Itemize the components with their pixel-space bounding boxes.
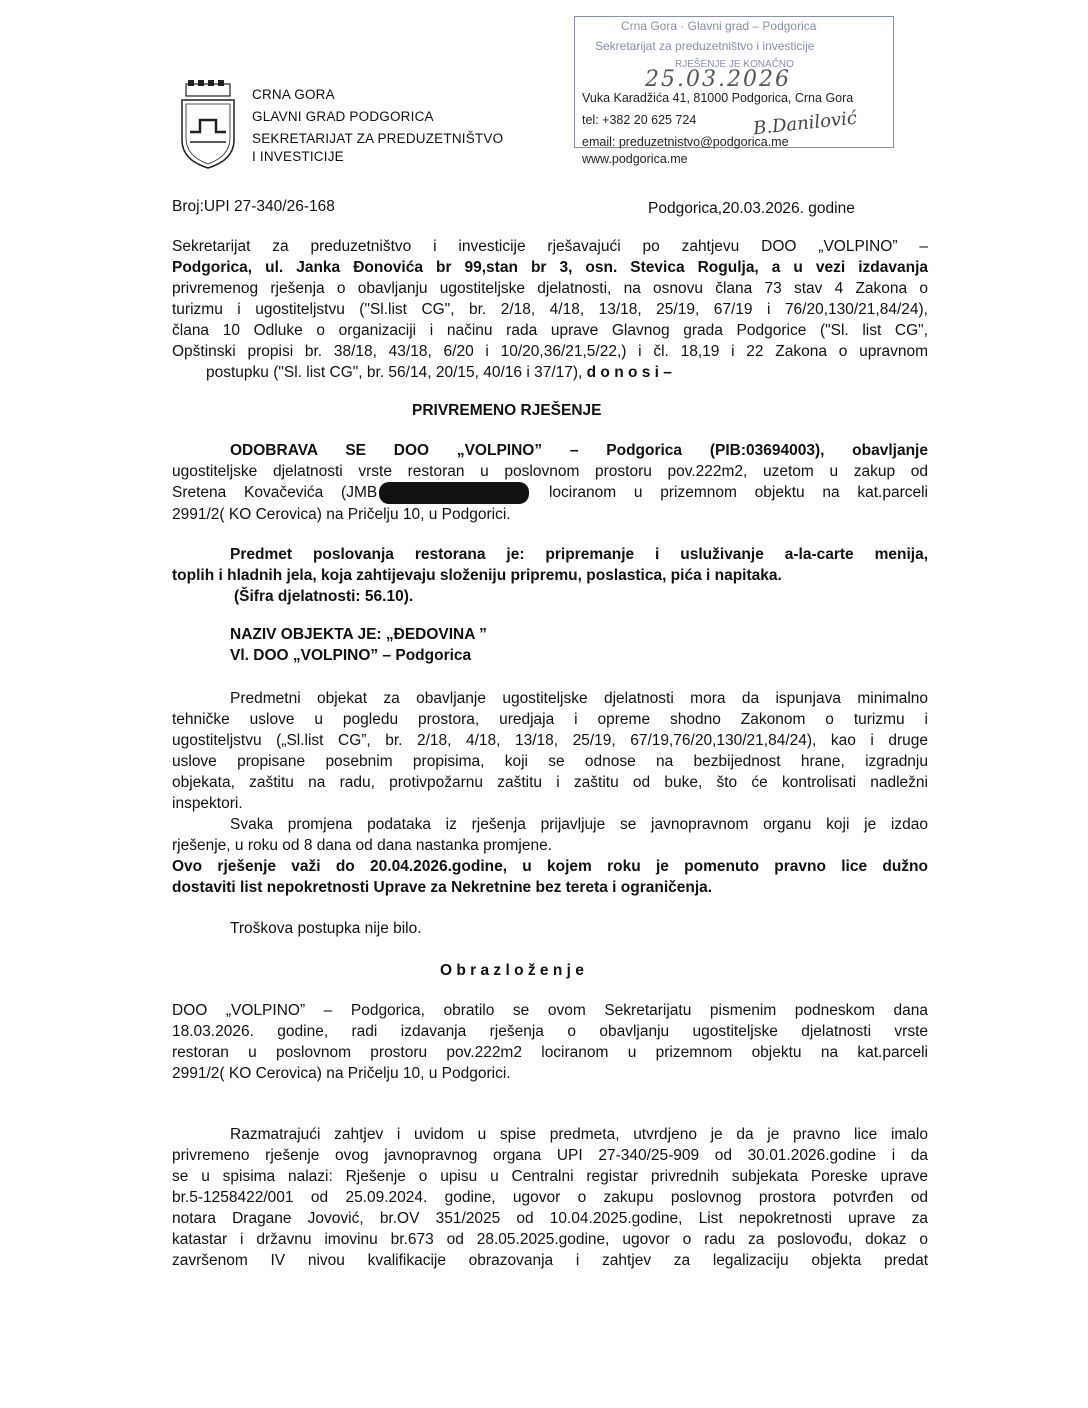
department-name-cont: I INVESTICIJE [252,149,344,164]
review-line: se u spisima nalazi: Rješenje o upisu u Centralni registar privrednih subjekata Poreske uprave [172,1168,928,1185]
place-and-date: Podgorica,20.03.2026. godine [648,200,855,217]
institution-header [252,84,503,164]
conditions-line: ugostiteljstvu („Sl.list CG”, br. 2/18, 4/18, 13/18, 25/19, 67/19,76/20,130/21,84/24), kao i druge [172,732,928,749]
reasoning-line-text: DOO „VOLPINO” – Podgorica, obratilo se ovom Sekretarijatu pismenim podneskom dana [172,1002,928,1019]
reasoning-paragraph [172,1000,928,1084]
intro-line: člana 10 Odluke o organizaciji i načinu rada uprave Glavnog grada Podgorice ("Sl. list CG", [172,322,928,339]
review-line: privremeno rješenje ovog javnopravnog organa UPI 27-340/25-909 od 30.01.2026.godine i da [172,1147,928,1164]
validity-line: dostaviti list nepokretnosti Uprave za Nekretnine bez tereta i ograničenja. [172,879,713,896]
costs-note: Troškova postupka nije bilo. [230,920,422,937]
object-owner: Vl. DOO „VOLPINO” – Podgorica [230,647,472,664]
business-subject [172,544,928,607]
stamp-date: 25.03.2026 [645,67,791,92]
contact-info [582,87,853,165]
validity-notice [172,856,928,898]
department-name: SEKRETARIJAT ZA PREDUZETNIŠTVO [252,131,504,146]
intro-donosi: d o n o s i – [586,364,672,381]
city-name: GLAVNI GRAD PODGORICA [252,109,434,124]
reasoning-line: 2991/2( KO Cerovica) na Pričelju 10, u Podgorici. [172,1065,511,1082]
intro-line: Opštinski propisi br. 38/18, 43/18, 6/20 i 10/20,36/21,5/22,) i čl. 18,19 i 22 Zakona o upravnom [172,343,928,360]
website-text: www.podgorica.me [582,152,688,166]
conditions-line: objekata, zaštitu na radu, protivpožarnu zaštitu i zaštitu od buke, što će kontrolisati nadležni [172,774,928,791]
reasoning-title: O b r a z l o ž e n j e [440,962,584,979]
stamp-line-2: Sekretarijat za preduzetništvo i investicije [595,39,815,53]
change-line: rješenje, u roku od 8 dana od dana nastanka promjene. [172,837,553,854]
decision-line: 2991/2( KO Cerovica) na Pričelju 10, u Podgorici. [172,506,511,523]
decision-line-a: Sretena Kovačevića (JMB [172,484,378,502]
stamp-line-1: Crna Gora · Glavni grad – Podgorica [621,19,817,33]
coat-of-arms-icon [178,80,238,170]
decision-line [172,440,928,461]
review-line: notara Dragane Jovović, br.OV 351/2025 od 10.04.2025.godine, List nepokretnosti uprave za [172,1210,928,1227]
subject-line: (Šifra djelatnosti: 56.10). [234,588,414,605]
country-name: CRNA GORA [252,87,335,102]
conditions-paragraph [172,688,928,814]
subject-line: Predmet poslovanja restorana je: pripremanje i usluživanje a-la-carte menija, [230,546,928,563]
stamp-line-3: RJEŠENJE JE KONAČNO [675,59,794,70]
address-text: Vuka Karadžića 41, 81000 Podgorica, Crna Gora [582,91,854,105]
review-line: završenom IV nivou kvalifikacije obrazovanja i zahtjev za legalizaciju objekta predat [172,1252,928,1269]
decision-title: PRIVREMENO RJEŠENJE [412,402,602,419]
decision-line-text: ODOBRAVA SE DOO „VOLPINO” – Podgorica (PIB:03694003), obavljanje [230,442,928,459]
redacted-jmb [379,482,529,504]
reasoning-line [172,1000,928,1021]
reasoning-line: 18.03.2026. godine, radi izdavanja rješenja o obavljanju ugostiteljske djelatnosti vrste [172,1023,928,1040]
decision-paragraph [172,440,928,525]
validity-line: Ovo rješenje važi do 20.04.2026.godine, u kojem roku je pomenuto pravno lice dužno [172,858,928,875]
review-line: katastar i državnu imovinu br.673 od 28.05.2025.godine, ugovor o radu za poslovođu, dokaz o [172,1231,928,1248]
phone-text: tel: +382 20 625 724 [582,113,697,127]
intro-line-last [172,362,928,383]
review-line: Razmatrajući zahtjev i uvidom u spise predmeta, utvrdjeno je da je pravno lice imalo [230,1126,928,1143]
object-name: NAZIV OBJEKTA JE: „ĐEDOVINA ” [230,626,487,643]
conditions-line: Predmetni objekat za obavljanje ugostiteljske djelatnosti mora da ispunjava minimalno [230,690,928,707]
review-paragraph [172,1124,928,1271]
reasoning-line: restoran u poslovnom prostoru pov.222m2 lociranom u prizemnom objektu na kat.parceli [172,1044,928,1061]
email-text: email: preduzetnistvo@podgorica.me [582,135,789,149]
intro-line: Sekretarijat za preduzetništvo i investicije rješavajući po zahtjevu DOO „VOLPINO” – [172,238,928,255]
intro-line: privremenog rješenja o obavljanju ugostiteljske djelatnosti, na osnovu člana 73 stav 4 Zakona o [172,280,928,297]
conditions-line: tehničke uslove u pogledu prostora, uredjaja i opreme shodno Zakonom o turizmu i [172,711,928,728]
intro-line: postupku ("Sl. list CG", br. 56/14, 20/15, 40/16 i 37/17), [206,364,583,381]
change-line: Svaka promjena podataka iz rješenja prijavljuje se javnopravnom organu koji je izdao [230,816,928,833]
decision-line-b: lociranom u prizemnom objektu na kat.parceli [531,484,928,502]
conditions-line: uslove propisane posebnim propisima, koji se odnose na bezbijednost hrane, izgradnju [172,753,928,770]
decision-line [172,482,928,504]
change-notice [172,814,928,856]
review-line: br.5-1258422/001 od 25.09.2024. godine, ugovor o zakupu poslovnog prostora potvrđen od [172,1189,928,1206]
decision-line: ugostiteljske djelatnosti vrste restoran u poslovnom prostoru pov.222m2, uzetom u zakup od [172,463,928,480]
conditions-line: inspektori. [172,795,243,812]
intro-line: turizmu i ugostiteljstvu ("Sl.list CG", br. 2/18, 4/18, 13/18, 25/19, 67/19 i 76/20,130/21,84/24), [172,301,928,318]
intro-paragraph [172,236,928,383]
intro-line: Podgorica, ul. Janka Đonovića br 99,stan br 3, osn. Stevica Rogulja, a u vezi izdavanja [172,259,928,276]
stamp-signature: B.Danilović [752,107,858,140]
document-number: Broj:UPI 27-340/26-168 [172,198,335,215]
subject-line: toplih i hladnih jela, koja zahtijevaju složeniju pripremu, poslastica, pića i napitaka. [172,567,782,584]
object-name-block [230,624,487,666]
